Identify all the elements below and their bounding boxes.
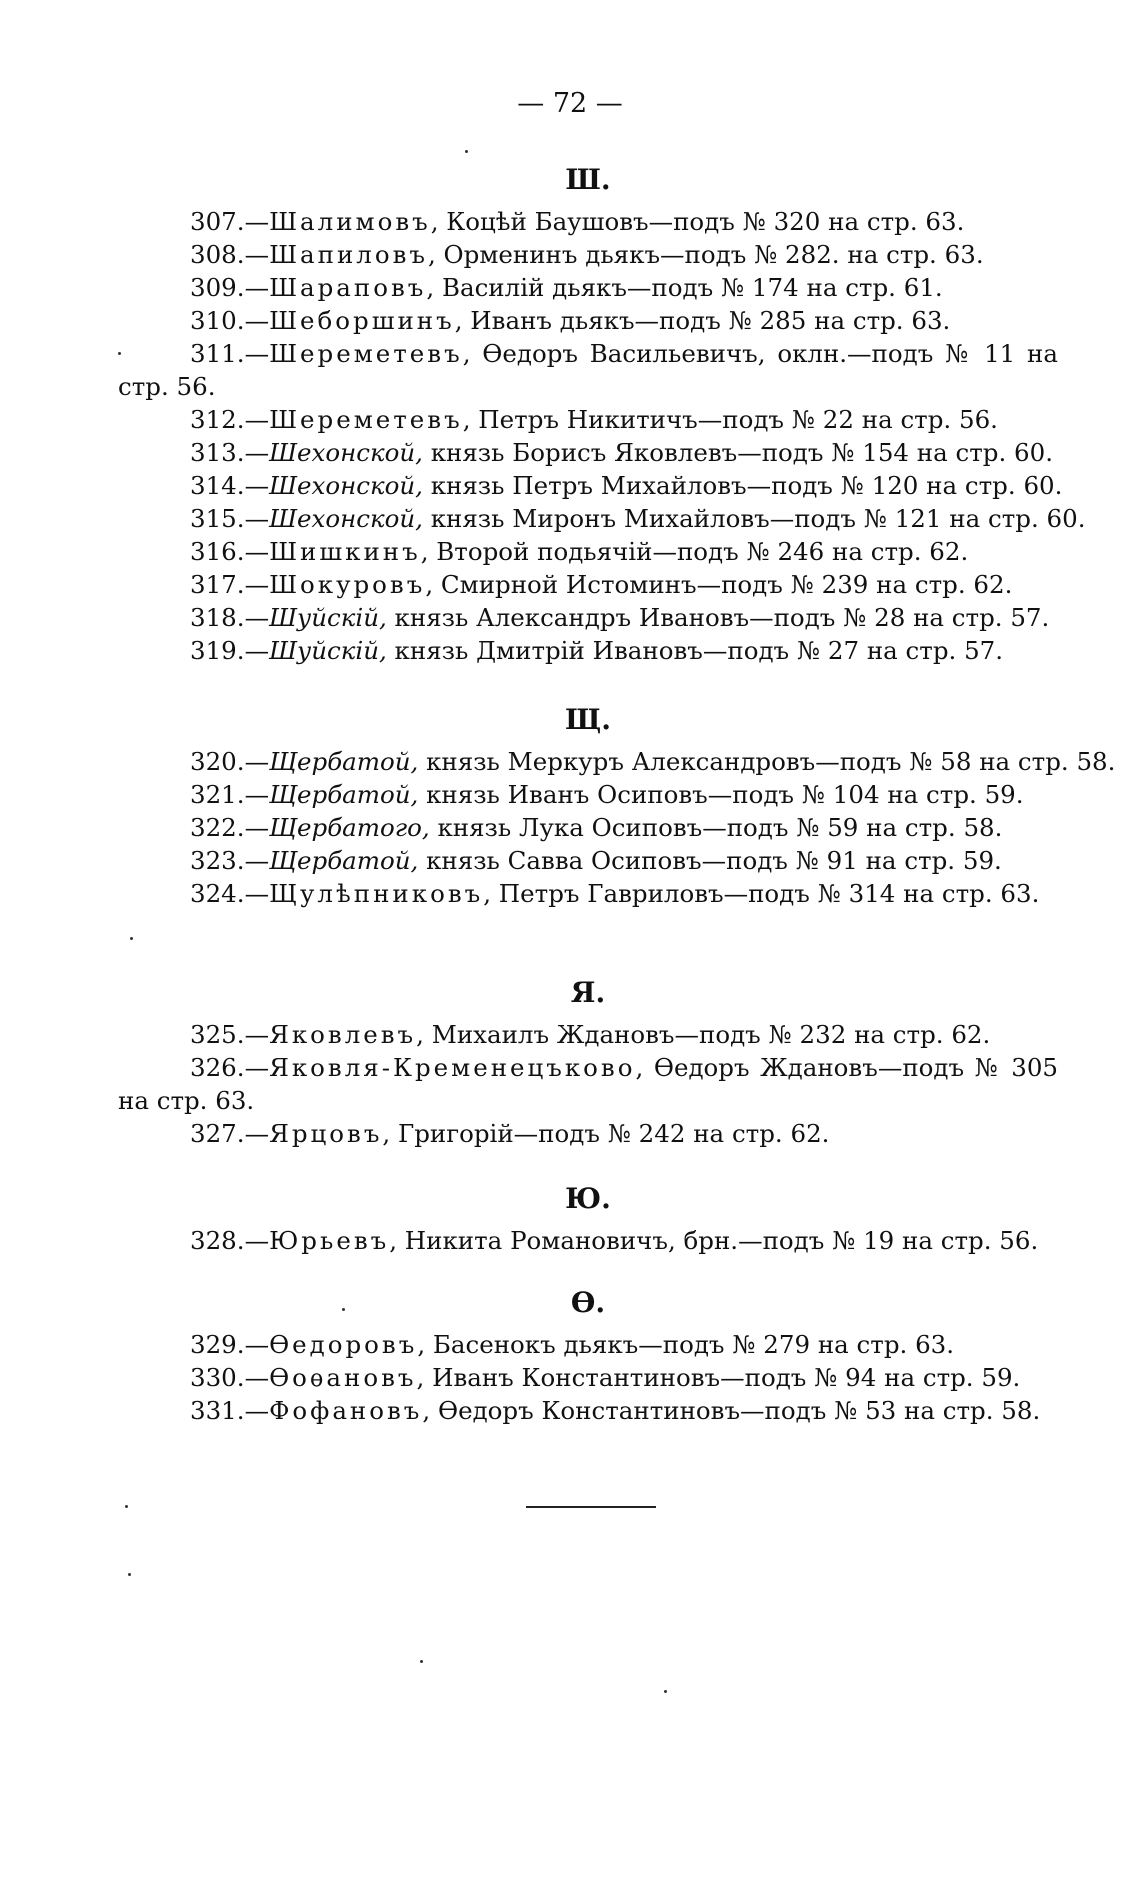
entry-surname: Ярцовъ: [269, 1119, 383, 1148]
index-entry: 313.—Шехонской, князь Борисъ Яковлевъ—подъ № 154 на стр. 60.: [190, 438, 1054, 467]
entry-details: , Григорій—подъ № 242 на стр. 62.: [382, 1119, 830, 1148]
entry-surname: Яковля-Кременецъково: [269, 1053, 636, 1082]
entry-surname: Шеборшинъ: [269, 306, 455, 335]
section-shcha: [118, 695, 1116, 910]
index-entry: 321.—Щербатой, князь Иванъ Осиповъ—подъ № 104 на стр. 59.: [190, 780, 1024, 809]
entry-details: , Орменинъ дьякъ—подъ № 282. на стр. 63.: [427, 240, 984, 269]
entry-number: 323.: [190, 846, 245, 875]
index-entry: 315.—Шехонской, князь Миронъ Михайловъ—подъ № 121 на стр. 60.: [190, 504, 1086, 533]
index-entry: 330.—Ѳоѳановъ, Иванъ Константиновъ—подъ № 94 на стр. 59.: [190, 1363, 1021, 1392]
entry-number: 307.: [190, 207, 245, 236]
closing-rule: [526, 1506, 656, 1508]
entry-details: , Никита Романовичъ, брн.—подъ № 19 на стр. 56.: [389, 1226, 1039, 1255]
entry-details: , Петръ Никитичъ—подъ № 22 на стр. 56.: [462, 405, 998, 434]
entry-details: , Петръ Гавриловъ—подъ № 314 на стр. 63.: [483, 879, 1040, 908]
entry-details: князь Лука Осиповъ—подъ № 59 на стр. 58.: [429, 813, 1003, 842]
entry-number: 324.: [190, 879, 245, 908]
entry-details: князь Петръ Михайловъ—подъ № 120 на стр. 60.: [422, 471, 1063, 500]
entry-details: князь Иванъ Осиповъ—подъ № 104 на стр. 59.: [418, 780, 1024, 809]
entry-details: , Михаилъ Ждановъ—подъ № 232 на стр. 62.: [416, 1020, 991, 1049]
index-entry: 312.—Шереметевъ, Петръ Никитичъ—подъ № 22 на стр. 56.: [190, 405, 998, 434]
entry-details: , Басенокъ дьякъ—подъ № 279 на стр. 63.: [417, 1330, 955, 1359]
entry-number: 317.: [190, 570, 245, 599]
entry-surname: Шереметевъ: [269, 339, 463, 368]
entry-surname: Шехонской,: [269, 504, 423, 533]
entry-number: 321.: [190, 780, 245, 809]
entry-details: , Коцѣй Баушовъ—подъ № 320 на стр. 63.: [430, 207, 965, 236]
entry-details: князь Борисъ Яковлевъ—подъ № 154 на стр. 60.: [422, 438, 1054, 467]
index-entry: 311.—Шереметевъ, Ѳедоръ Васильевичъ, оклн.—подъ № 11 на стр. 56.: [118, 339, 1058, 401]
entry-details: князь Савва Осиповъ—подъ № 91 на стр. 59.: [418, 846, 1002, 875]
entry-surname: Шуйскій,: [269, 603, 387, 632]
entry-number: 326.: [190, 1053, 245, 1082]
entry-details: , Иванъ Константиновъ—подъ № 94 на стр. 59.: [416, 1363, 1021, 1392]
entry-number: 313.: [190, 438, 245, 467]
print-speck: [130, 937, 133, 940]
entry-number: 328.: [190, 1226, 245, 1255]
entry-surname: Шокуровъ: [269, 570, 426, 599]
entry-number: 314.: [190, 471, 245, 500]
entry-surname: Щербатой,: [269, 780, 419, 809]
print-speck: [125, 1505, 128, 1508]
entry-details: , Иванъ дьякъ—подъ № 285 на стр. 63.: [454, 306, 951, 335]
entry-surname: Шехонской,: [269, 438, 423, 467]
entry-number: 325.: [190, 1020, 245, 1049]
print-speck: [420, 1660, 423, 1663]
entry-details: князь Миронъ Михайловъ—подъ № 121 на стр. 60.: [422, 504, 1086, 533]
entry-surname: Шуйскій,: [269, 636, 387, 665]
index-entry: 308.—Шапиловъ, Орменинъ дьякъ—подъ № 282. на стр. 63.: [190, 240, 984, 269]
entry-number: 316.: [190, 537, 245, 566]
index-entry: 324.—Щулѣпниковъ, Петръ Гавриловъ—подъ № 314 на стр. 63.: [190, 879, 1040, 908]
entry-surname: Шалимовъ: [269, 207, 431, 236]
entry-details: князь Меркуръ Александровъ—подъ № 58 на стр. 58.: [418, 747, 1116, 776]
entry-surname: Щербатой,: [269, 846, 419, 875]
entry-number: 322.: [190, 813, 245, 842]
index-entry: 317.—Шокуровъ, Смирной Истоминъ—подъ № 239 на стр. 62.: [190, 570, 1013, 599]
entry-details: , Смирной Истоминъ—подъ № 239 на стр. 62.: [425, 570, 1013, 599]
index-entry: 323.—Щербатой, князь Савва Осиповъ—подъ № 91 на стр. 59.: [190, 846, 1002, 875]
section-ya: [118, 968, 1058, 1150]
entry-surname: Щербатой,: [269, 747, 419, 776]
entry-surname: Шехонской,: [269, 471, 423, 500]
index-entry: 309.—Шараповъ, Василій дьякъ—подъ № 174 на стр. 61.: [190, 273, 943, 302]
entry-surname: Щулѣпниковъ: [269, 879, 484, 908]
print-speck: [118, 352, 121, 355]
index-entry: 318.—Шуйскій, князь Александръ Ивановъ—подъ № 28 на стр. 57.: [190, 603, 1050, 632]
entry-surname: Шапиловъ: [269, 240, 428, 269]
index-entry: 316.—Шишкинъ, Второй подьячій—подъ № 246 на стр. 62.: [190, 537, 969, 566]
entry-surname: Яковлевъ: [269, 1020, 417, 1049]
entry-number: 308.: [190, 240, 245, 269]
index-entry: 326.—Яковля-Кременецъково, Ѳедоръ Ждановъ—подъ № 305 на стр. 63.: [118, 1053, 1058, 1115]
section-fita: [118, 1278, 1058, 1427]
entry-number: 318.: [190, 603, 245, 632]
section-letter: Я.: [570, 976, 606, 1009]
entry-number: 329.: [190, 1330, 245, 1359]
entry-surname: Ѳоѳановъ: [269, 1363, 417, 1392]
entry-surname: Шереметевъ: [269, 405, 463, 434]
index-entry: 319.—Шуйскій, князь Дмитрій Ивановъ—подъ № 27 на стр. 57.: [190, 636, 1004, 665]
entry-details: , Ѳедоръ Васильевичъ, оклн.—подъ № 11 на стр. 56.: [118, 339, 1058, 401]
index-entry: 307.—Шалимовъ, Коцѣй Баушовъ—подъ № 320 на стр. 63.: [190, 207, 965, 236]
entry-number: 331.: [190, 1396, 245, 1425]
entry-surname: Щербатого,: [269, 813, 430, 842]
section-letter: Ѳ.: [570, 1286, 606, 1319]
entry-number: 330.: [190, 1363, 245, 1392]
index-entry: 328.—Юрьевъ, Никита Романовичъ, брн.—подъ № 19 на стр. 56.: [190, 1226, 1039, 1255]
entry-details: , Ѳедоръ Константиновъ—подъ № 53 на стр. 58.: [422, 1396, 1041, 1425]
entry-number: 311.: [190, 339, 245, 368]
index-entry: 320.—Щербатой, князь Меркуръ Александровъ—подъ № 58 на стр. 58.: [190, 747, 1116, 776]
entry-number: 327.: [190, 1119, 245, 1148]
entry-number: 309.: [190, 273, 245, 302]
index-entry: 310.—Шеборшинъ, Иванъ дьякъ—подъ № 285 на стр. 63.: [190, 306, 951, 335]
entry-details: князь Дмитрій Ивановъ—подъ № 27 на стр. 57.: [386, 636, 1004, 665]
section-letter: Ш.: [565, 163, 611, 196]
print-speck: [342, 1308, 345, 1311]
entry-surname: Ѳедоровъ: [269, 1330, 418, 1359]
entry-number: 315.: [190, 504, 245, 533]
entry-details: , Ѳедоръ Ждановъ—подъ № 305 на стр. 63.: [118, 1053, 1058, 1115]
entry-surname: Шишкинъ: [269, 537, 421, 566]
index-entry: 325.—Яковлевъ, Михаилъ Ждановъ—подъ № 232 на стр. 62.: [190, 1020, 991, 1049]
index-entry: 314.—Шехонской, князь Петръ Михайловъ—подъ № 120 на стр. 60.: [190, 471, 1063, 500]
section-letter: Щ.: [565, 703, 611, 736]
entry-number: 320.: [190, 747, 245, 776]
entry-surname: Шараповъ: [269, 273, 427, 302]
print-speck: [465, 150, 468, 153]
section-letter: Ю.: [565, 1182, 611, 1215]
entry-surname: Фофановъ: [269, 1396, 423, 1425]
index-entry: 331.—Фофановъ, Ѳедоръ Константиновъ—подъ № 53 на стр. 58.: [190, 1396, 1041, 1425]
index-entry: 322.—Щербатого, князь Лука Осиповъ—подъ № 59 на стр. 58.: [190, 813, 1003, 842]
print-speck: [664, 1690, 667, 1693]
page-number: — 72 —: [517, 88, 623, 119]
entry-number: 312.: [190, 405, 245, 434]
entry-number: 319.: [190, 636, 245, 665]
section-yu: [118, 1174, 1058, 1257]
entry-details: , Василій дьякъ—подъ № 174 на стр. 61.: [426, 273, 943, 302]
print-speck: [128, 1573, 131, 1576]
index-entry: 327.—Ярцовъ, Григорій—подъ № 242 на стр. 62.: [190, 1119, 830, 1148]
entry-number: 310.: [190, 306, 245, 335]
index-entry: 329.—Ѳедоровъ, Басенокъ дьякъ—подъ № 279 на стр. 63.: [190, 1330, 955, 1359]
entry-surname: Юрьевъ: [269, 1226, 390, 1255]
entry-details: , Второй подьячій—подъ № 246 на стр. 62.: [420, 537, 969, 566]
entry-details: князь Александръ Ивановъ—подъ № 28 на стр. 57.: [386, 603, 1050, 632]
section-sha: [118, 155, 1086, 667]
